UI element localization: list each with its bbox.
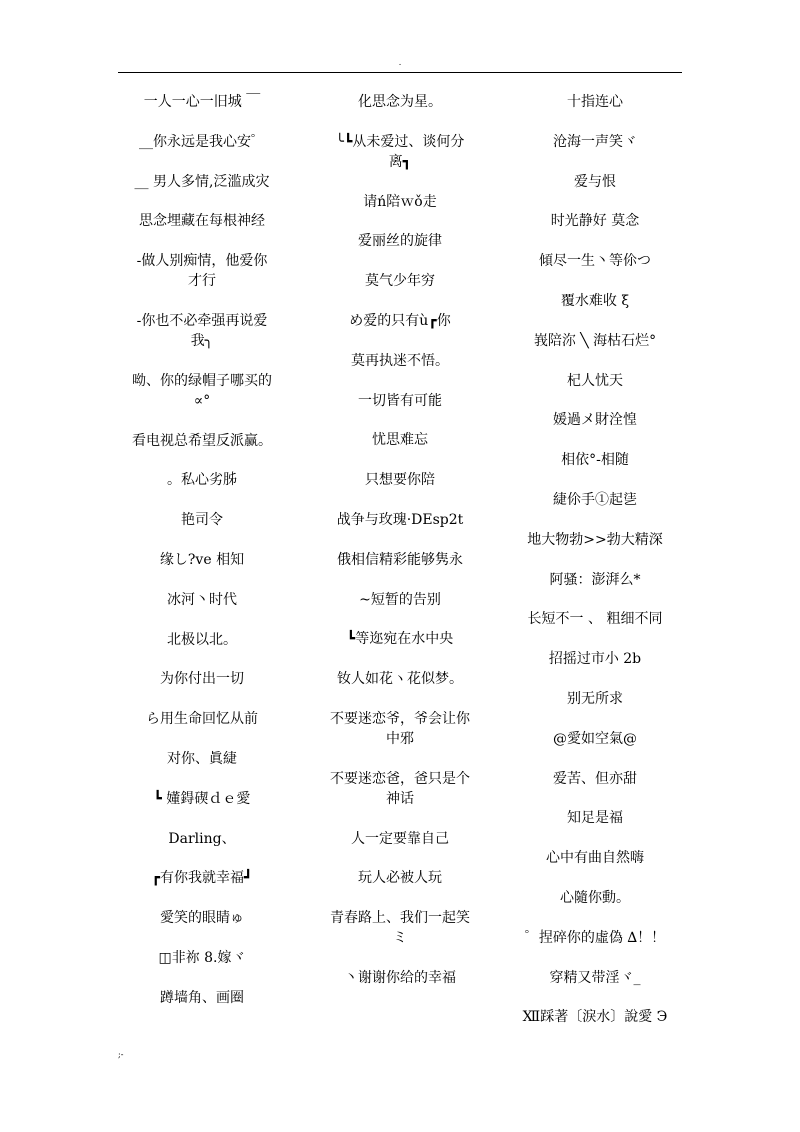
name-entry: -你也不必牵强再说爱 我╮ <box>136 312 268 349</box>
name-entry: 莫气少年穷 <box>365 273 435 290</box>
name-entry: ┏有你我就幸福┛ <box>151 870 253 887</box>
name-entry: 玩人必被人玩 <box>358 870 442 887</box>
name-entry: 看电视总希望反派赢。 <box>132 432 272 449</box>
header-mark: . <box>398 58 402 67</box>
name-entry: 心中有曲自然嗨 <box>546 850 644 867</box>
name-entry: 。私心劣胏 <box>167 472 237 489</box>
name-entry: 爱苦、但亦甜 <box>553 770 637 787</box>
name-entry: 忧思难忘 <box>372 432 428 449</box>
name-entry: 緁伱手①起乼 <box>553 491 637 508</box>
name-entry: 化思念为星。 <box>358 94 442 110</box>
name-entry: 为你付出一切 <box>160 671 244 688</box>
column-2 <box>310 92 490 1008</box>
name-entry: 沧海一声笑ヾ <box>553 133 637 150</box>
name-entry: 十指连心 <box>567 94 623 110</box>
name-entry: 别无所求 <box>567 690 623 707</box>
name-entry: 愛笑的眼睛ゅ <box>160 910 244 927</box>
name-entry: ゜捏碎你的虛偽 ∆！！ <box>524 929 666 946</box>
name-entry: 战争与玫瑰·DEsp2t <box>336 511 464 528</box>
name-entry: 知足是福 <box>567 810 623 827</box>
name-entry: 时光静好 莫念 <box>550 213 640 230</box>
name-entry: 一人一心一旧城 ￣ <box>143 94 261 110</box>
name-entry: ┗等迩宛在水中央 <box>346 631 454 648</box>
name-entry: 杞人忧天 <box>567 372 623 389</box>
name-entry: ら用生命回忆从前 <box>146 711 258 728</box>
name-entry: 青春路上、我们一起笑 ミ <box>330 910 470 947</box>
name-entry: 蹲墙角、画圈 <box>160 989 244 1006</box>
name-entry: 对你、眞緁 <box>167 750 237 767</box>
name-entry: 阿骚：澎湃么* <box>549 571 641 588</box>
name-entry: 覆水难收 ξ <box>560 292 630 309</box>
name-entry: 思念埋藏在每根神经 <box>139 213 265 230</box>
name-entry: ~短暂的告别 <box>359 591 441 608</box>
name-entry: @愛如空氣@ <box>553 730 637 747</box>
name-entry: 峩陪沵 ╲ 海枯石烂° <box>533 332 657 349</box>
name-entry: 莫再执迷不悟。 <box>351 352 449 369</box>
name-entry: 相依°-相随 <box>561 452 629 469</box>
name-entry: 傾尽一生丶等伱つ <box>539 253 651 270</box>
name-entry: ◫非祢 8.嫁ヾ <box>158 949 246 966</box>
name-entry: 冰河丶时代 <box>167 591 237 608</box>
name-entry: Ⅻ踩著〔淚水〕說愛 Э <box>522 1009 668 1026</box>
name-entry: 不要迷恋爷，爷会让你 中邪 <box>330 710 470 747</box>
column-3 <box>505 92 685 1047</box>
name-entry: ┗ 嬞鍀碶ｄｅ愛 <box>153 790 251 807</box>
name-entry: 爱与恨 <box>574 173 616 190</box>
footer-mark: ;- <box>118 1050 124 1059</box>
name-entry: 长短不一 、 粗细不同 <box>527 611 663 628</box>
name-entry: ╰┗从未爱过、谈何分 离┓ <box>335 133 465 170</box>
name-entry: 媛過メ財洤惶 <box>553 412 637 429</box>
name-entry: Darling、 <box>168 830 236 847</box>
name-entry: 艳司令 <box>181 512 223 529</box>
name-entry: __你永远是我心安゜ <box>139 133 265 150</box>
name-entry: 请ń陪ｗǒ走 <box>363 193 437 210</box>
header-rule <box>118 72 682 73</box>
name-entry: め爱的只有ù┏你 <box>349 312 451 329</box>
name-entry: 人一定要靠自己 <box>351 830 449 847</box>
name-entry: 缘し?ve 相知 <box>159 551 245 568</box>
name-entry: 地大物勃>>勃大精深 <box>527 531 663 548</box>
name-entry: 只想要你陪 <box>365 472 435 489</box>
name-entry: 一切皆有可能 <box>358 392 442 409</box>
column-1 <box>112 92 292 1028</box>
name-entry: 丶谢谢你给的幸福 <box>344 969 456 986</box>
name-entry: 不要迷恋爸，爸只是个 神话 <box>330 770 470 807</box>
name-entry: 呦、你的绿帽子哪买的 ∝° <box>132 372 272 409</box>
name-entry: 钕人如花ヽ花似梦。 <box>337 671 463 688</box>
name-entry: __ 男人多情,泛滥成灾 <box>134 173 270 190</box>
name-entry: -做人别痴情，他爱你 才行 <box>136 253 268 290</box>
name-entry: 穿精又带淫ヾ_ <box>549 969 641 986</box>
name-entry: 北极以北。 <box>167 631 237 648</box>
name-entry: 俄相信精彩能够隽永 <box>337 551 463 568</box>
name-entry: 爱丽丝的旋律 <box>358 233 442 250</box>
name-entry: 心隨你動。 <box>560 889 630 906</box>
name-entry: 招摇过市小 2b <box>548 651 642 668</box>
